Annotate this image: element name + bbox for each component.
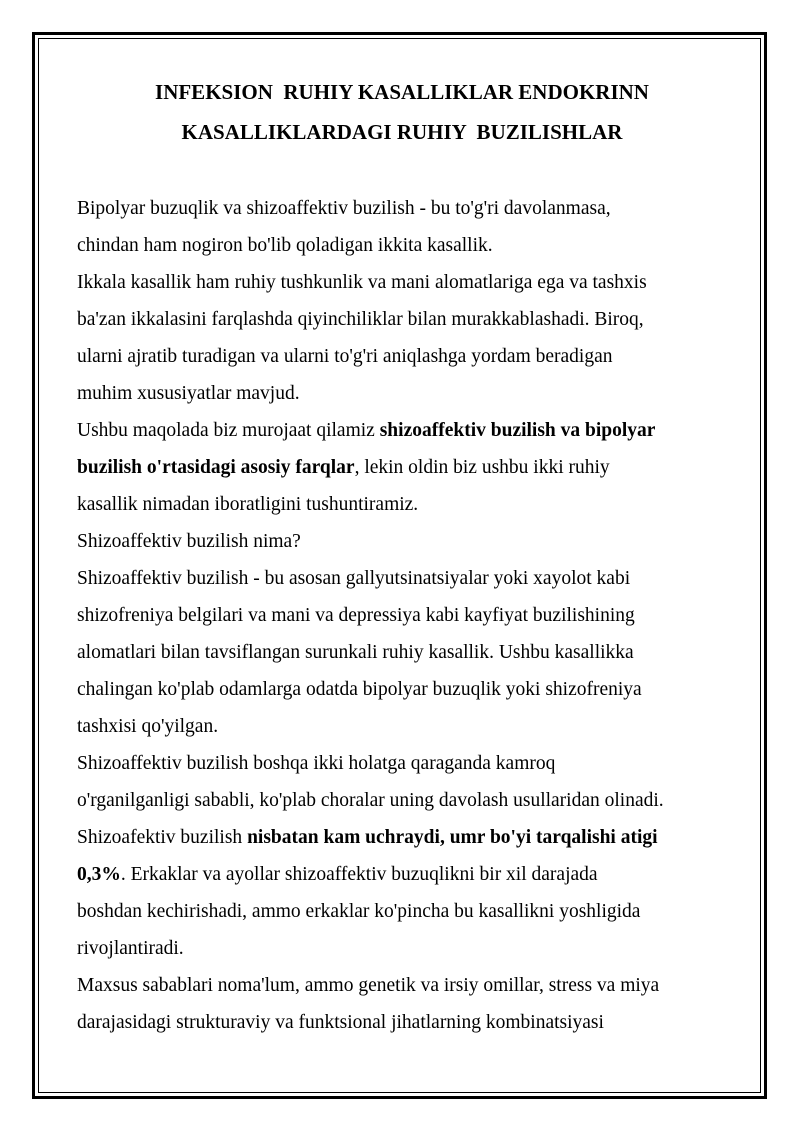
- bold-phrase: nisbatan kam uchraydi, umr bo'yi tarqalishi atigi: [247, 827, 658, 848]
- text-line: alomatlari bilan tavsiflangan surunkali ruhiy kasallik. Ushbu kasallikka: [77, 642, 634, 663]
- text-line: Ikkala kasallik ham ruhiy tushkunlik va mani alomatlariga ega va tashxis: [77, 272, 647, 293]
- text-line: Ushbu maqolada biz murojaat qilamiz shizoaffektiv buzilish va bipolyar: [77, 420, 656, 441]
- text-line: Maxsus sabablari noma'lum, ammo genetik va irsiy omillar, stress va miya: [77, 975, 660, 996]
- body-text: [77, 190, 727, 1041]
- bold-phrase: 0,3%: [77, 864, 121, 885]
- text-line: Shizoaffektiv buzilish boshqa ikki holatga qaraganda kamroq: [77, 753, 556, 774]
- text-line: Shizoaffektiv buzilish - bu asosan gallyutsinatsiyalar yoki xayolot kabi: [77, 568, 631, 589]
- text-line: muhim xususiyatlar mavjud.: [77, 383, 300, 404]
- text-line: o'rganilganligi sababli, ko'plab choralar uning davolash usullaridan olinadi.: [77, 790, 664, 811]
- bold-phrase: buzilish o'rtasidagi asosiy farqlar: [77, 457, 355, 478]
- document-content: [77, 72, 727, 1041]
- text-line: rivojlantiradi.: [77, 938, 184, 959]
- text-line: chalingan ko'plab odamlarga odatda bipolyar buzuqlik yoki shizofreniya: [77, 679, 642, 700]
- bold-phrase: shizoaffektiv buzilish va bipolyar: [379, 420, 656, 441]
- text-line: chindan ham nogiron bo'lib qoladigan ikkita kasallik.: [77, 235, 493, 256]
- text-line: darajasidagi strukturaviy va funktsional jihatlarning kombinatsiyasi: [77, 1012, 604, 1033]
- text-line: Bipolyar buzuqlik va shizoaffektiv buzilish - bu to'g'ri davolanmasa,: [77, 198, 611, 219]
- text-line: ularni ajratib turadigan va ularni to'g'ri aniqlashga yordam beradigan: [77, 346, 613, 367]
- text-line: shizofreniya belgilari va mani va depressiya kabi kayfiyat buzilishining: [77, 605, 635, 626]
- text-line: boshdan kechirishadi, ammo erkaklar ko'pincha bu kasallikni yoshligida: [77, 901, 641, 922]
- text-line: Shizoafektiv buzilish nisbatan kam uchraydi, umr bo'yi tarqalishi atigi: [77, 827, 658, 848]
- document-title: [77, 72, 727, 152]
- title-line-2: KASALLIKLARDAGI RUHIY BUZILISHLAR: [181, 120, 623, 144]
- title-line-1: INFEKSION RUHIY KASALLIKLAR ENDOKRINN: [155, 80, 649, 104]
- text-line: kasallik nimadan iboratligini tushuntiramiz.: [77, 494, 419, 515]
- section-heading: Shizoaffektiv buzilish nima?: [77, 531, 301, 552]
- text-line: buzilish o'rtasidagi asosiy farqlar, lekin oldin biz ushbu ikki ruhiy: [77, 457, 610, 478]
- text-line: tashxisi qo'yilgan.: [77, 716, 219, 737]
- text-line: 0,3%. Erkaklar va ayollar shizoaffektiv buzuqlikni bir xil darajada: [77, 864, 598, 885]
- text-line: ba'zan ikkalasini farqlashda qiyinchiliklar bilan murakkablashadi. Biroq,: [77, 309, 644, 330]
